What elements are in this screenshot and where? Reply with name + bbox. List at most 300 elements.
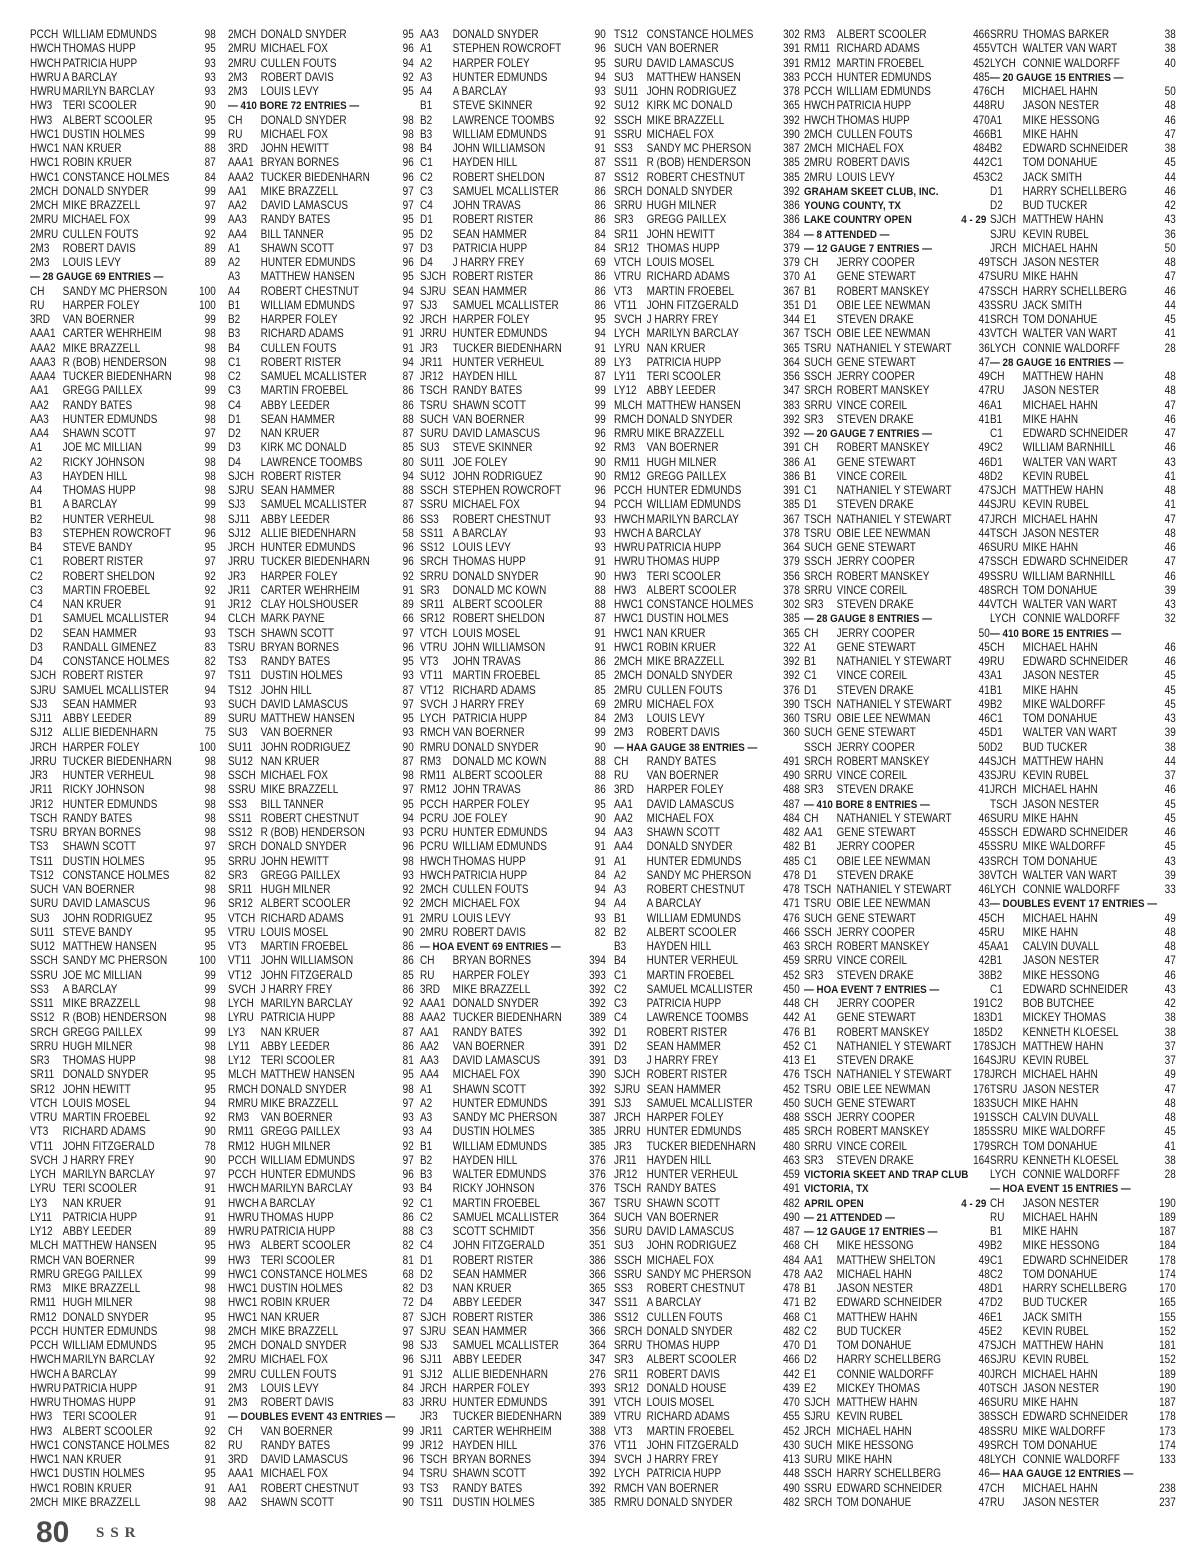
section-header-text: — 12 GAUGE 7 ENTRIES — xyxy=(804,242,932,255)
shooter-name: NAN KRUER xyxy=(646,341,706,355)
result-row xyxy=(420,755,606,769)
shooter-name: SANDY MC PHERSON xyxy=(646,142,752,155)
result-row xyxy=(420,441,606,455)
class-code: D2 xyxy=(30,626,43,640)
score: 97 xyxy=(402,697,414,711)
shooter-name: DONALD SNYDER xyxy=(646,184,733,198)
class-code: HWCH xyxy=(228,1182,260,1196)
shooter-name: GREGG PAILLEX xyxy=(260,868,341,882)
score: 100 xyxy=(199,284,216,298)
class-code: SS11 xyxy=(420,526,444,540)
class-code: MLCH xyxy=(614,398,643,412)
result-row xyxy=(228,356,414,370)
shooter-name: MICHAEL HAHN xyxy=(1022,398,1098,412)
score: 96 xyxy=(402,640,414,654)
score: 81 xyxy=(402,1054,414,1067)
class-code: SSRU xyxy=(614,127,642,141)
result-row xyxy=(420,228,606,242)
score: 95 xyxy=(402,270,414,284)
result-row xyxy=(420,142,606,156)
class-code: SRRU xyxy=(804,583,833,597)
class-code: LYCH xyxy=(30,1168,56,1181)
score: 47 xyxy=(978,384,990,398)
class-code: SSCH xyxy=(990,826,1018,839)
score: 40 xyxy=(978,1367,990,1381)
class-code: B1 xyxy=(990,1225,1003,1238)
result-row xyxy=(804,641,990,655)
class-code: CLCH xyxy=(228,612,256,626)
shooter-name: SCOTT SCHMIDT xyxy=(452,1225,535,1238)
result-row xyxy=(804,171,990,185)
score: 91 xyxy=(204,598,216,611)
score: 347 xyxy=(589,1353,606,1367)
result-row xyxy=(614,1482,800,1496)
score: 367 xyxy=(783,327,800,341)
shooter-name: MIKE HESSONG xyxy=(836,1239,914,1253)
score: 452 xyxy=(783,968,800,982)
class-code: SR11 xyxy=(614,1367,639,1381)
shooter-name: ROBIN KRUER xyxy=(260,1296,330,1310)
class-code: HWC1 xyxy=(30,1453,60,1466)
result-row xyxy=(990,1368,1176,1382)
class-code: D1 xyxy=(990,455,1003,469)
score: 98 xyxy=(204,327,216,341)
score: 92 xyxy=(594,113,606,127)
class-code: C4 xyxy=(420,1239,433,1253)
shooter-name: GREGG PAILLEX xyxy=(62,1267,143,1281)
shooter-name: WILLIAM EDMUNDS xyxy=(260,1153,355,1167)
score: 90 xyxy=(204,99,216,113)
class-code: RM12 xyxy=(614,469,641,483)
result-row xyxy=(614,1282,800,1296)
shooter-name: KEVIN RUBEL xyxy=(836,1410,903,1424)
class-code: SR3 xyxy=(804,783,824,797)
result-row xyxy=(990,769,1176,783)
result-row xyxy=(990,1496,1176,1510)
result-row xyxy=(804,1097,990,1111)
class-code: D1 xyxy=(804,868,817,882)
class-code: TSCH xyxy=(228,626,256,640)
result-row xyxy=(420,1154,606,1168)
class-code: JR3 xyxy=(228,569,246,583)
shooter-name: GENE STEWART xyxy=(836,726,916,740)
class-code: CH xyxy=(228,1424,243,1438)
shooter-name: RANDY BATES xyxy=(62,811,133,825)
shooter-name: NATHANIEL Y STEWART xyxy=(836,811,952,825)
score: 98 xyxy=(402,142,414,155)
result-row xyxy=(30,470,216,484)
class-code: SRCH xyxy=(804,1495,833,1509)
score: 356 xyxy=(783,370,800,383)
class-code: SJ3 xyxy=(420,1339,438,1352)
score: 37 xyxy=(1164,769,1176,782)
result-row xyxy=(228,199,414,213)
score: 93 xyxy=(204,85,216,98)
shooter-name: RANDY BATES xyxy=(260,213,331,227)
score: 40 xyxy=(978,1381,990,1395)
shooter-name: HUNTER EDMUNDS xyxy=(62,797,158,811)
shooter-name: MIKE HAHN xyxy=(1022,1096,1079,1110)
result-row xyxy=(990,171,1176,185)
result-row xyxy=(804,484,990,498)
shooter-name: MICHAEL FOX xyxy=(260,127,328,141)
result-row xyxy=(614,1168,800,1182)
score: 96 xyxy=(594,484,606,497)
class-code: B1 xyxy=(804,840,817,854)
shooter-name: HUNTER EDMUNDS xyxy=(452,1096,548,1110)
class-code: LYCH xyxy=(228,997,254,1010)
score: 95 xyxy=(204,1467,216,1481)
shooter-name: DAVID LAMASCUS xyxy=(62,897,151,911)
result-row xyxy=(614,769,800,783)
result-row xyxy=(990,712,1176,726)
result-row xyxy=(30,1040,216,1054)
class-code: 2MCH xyxy=(804,127,833,141)
shooter-name: DAVID LAMASCUS xyxy=(646,56,735,70)
score: 95 xyxy=(402,655,414,668)
result-row xyxy=(614,1353,800,1367)
score: 95 xyxy=(204,911,216,925)
score: 93 xyxy=(204,626,216,640)
result-row xyxy=(804,669,990,683)
class-code: AA2 xyxy=(420,1039,439,1053)
result-row xyxy=(614,954,800,968)
score: 450 xyxy=(783,1096,800,1110)
result-row xyxy=(228,698,414,712)
class-code: PCCH xyxy=(614,498,643,512)
class-code: SJRU xyxy=(804,1410,831,1424)
shooter-name: HARRY SCHELLBERG xyxy=(836,1467,942,1481)
shooter-name: HARPER FOLEY xyxy=(62,298,140,312)
score: 482 xyxy=(783,840,800,854)
score: 491 xyxy=(783,754,800,768)
score: 90 xyxy=(204,1153,216,1167)
class-code: 2M3 xyxy=(228,1381,248,1395)
shooter-name: MICKEY THOMAS xyxy=(1022,1011,1106,1025)
result-row xyxy=(30,199,216,213)
shooter-name: SEAN HAMMER xyxy=(452,1324,527,1338)
score: 98 xyxy=(204,754,216,768)
result-row xyxy=(990,242,1176,256)
class-code: RM3 xyxy=(804,28,826,41)
result-row xyxy=(228,812,414,826)
class-code: SJCH xyxy=(990,213,1017,227)
score: 48 xyxy=(1164,925,1176,939)
score: 46 xyxy=(978,541,990,554)
score: 99 xyxy=(204,1267,216,1281)
score: 84 xyxy=(594,712,606,725)
score: 94 xyxy=(594,883,606,896)
score: 99 xyxy=(204,441,216,455)
score: 367 xyxy=(589,1196,606,1210)
score: 46 xyxy=(1164,655,1176,668)
shooter-name: HAYDEN HILL xyxy=(646,1153,712,1167)
score: 45 xyxy=(978,826,990,839)
score: 367 xyxy=(783,284,800,298)
shooter-name: MIKE BRAZZELL xyxy=(62,1282,141,1295)
score: 86 xyxy=(594,213,606,227)
result-row xyxy=(804,1496,990,1510)
class-code: B1 xyxy=(990,683,1003,697)
score: 48 xyxy=(978,1424,990,1438)
shooter-name: A BARCLAY xyxy=(62,982,118,996)
result-row xyxy=(614,1083,800,1097)
result-row xyxy=(30,85,216,99)
result-row xyxy=(420,1467,606,1481)
shooter-name: A BARCLAY xyxy=(452,526,508,540)
score: 190 xyxy=(1159,1196,1176,1210)
result-row xyxy=(804,826,990,840)
class-code: C1 xyxy=(804,854,817,868)
class-code: PCCH xyxy=(804,70,833,84)
score: 97 xyxy=(402,184,414,198)
score: 356 xyxy=(783,569,800,583)
shooter-name: ROBERT MANSKEY xyxy=(836,384,930,398)
result-row xyxy=(614,598,800,612)
score: 98 xyxy=(402,1339,414,1352)
result-row xyxy=(804,1382,990,1396)
shooter-name: RICKY JOHNSON xyxy=(452,1182,535,1196)
class-code: SRRU xyxy=(804,398,833,412)
result-row xyxy=(30,1396,216,1410)
result-row xyxy=(228,1425,414,1439)
shooter-name: VAN BOERNER xyxy=(452,1039,525,1053)
class-code: JRRU xyxy=(420,327,447,341)
results-column xyxy=(228,28,414,1510)
shooter-name: RANDY BATES xyxy=(452,1481,523,1495)
result-row xyxy=(614,1311,800,1325)
shooter-name: R (BOB) HENDERSON xyxy=(62,355,167,369)
result-row xyxy=(990,584,1176,598)
result-row xyxy=(804,570,990,584)
score: 385 xyxy=(783,498,800,512)
class-code: E2 xyxy=(804,1381,817,1395)
shooter-name: CARTER WEHRHEIM xyxy=(260,583,360,597)
score: 48 xyxy=(1164,526,1176,540)
class-code: D3 xyxy=(228,441,241,455)
shooter-name: HARPER FOLEY xyxy=(452,1381,530,1395)
class-code: HWCH xyxy=(228,1196,260,1210)
result-row xyxy=(990,270,1176,284)
shooter-name: MARTIN FROEBEL xyxy=(836,56,925,70)
score: 39 xyxy=(1164,583,1176,597)
score: 72 xyxy=(402,1296,414,1310)
result-row xyxy=(804,399,990,413)
result-row xyxy=(420,1140,606,1154)
class-code: 2MRU xyxy=(228,42,257,56)
class-code: HWRU xyxy=(30,70,62,84)
shooter-name: MIKE HAHN xyxy=(1022,925,1079,939)
score: 45 xyxy=(1164,156,1176,170)
result-row xyxy=(228,256,414,270)
class-code: RU xyxy=(990,925,1005,939)
score: 450 xyxy=(783,982,800,996)
result-row xyxy=(30,897,216,911)
score: 75 xyxy=(204,726,216,740)
score: 90 xyxy=(594,569,606,583)
score: 42 xyxy=(1164,199,1176,212)
shooter-name: PATRICIA HUPP xyxy=(62,1210,138,1224)
result-row xyxy=(420,1453,606,1467)
class-code: AAA1 xyxy=(228,156,254,170)
result-row xyxy=(420,541,606,555)
shooter-name: NAN KRUER xyxy=(260,427,320,440)
result-row xyxy=(228,456,414,470)
result-row xyxy=(30,1496,216,1510)
result-row xyxy=(614,99,800,113)
shooter-name: JASON NESTER xyxy=(836,1282,914,1295)
result-row xyxy=(420,698,606,712)
score: 38 xyxy=(1164,740,1176,754)
score: 95 xyxy=(204,1339,216,1352)
result-row xyxy=(30,498,216,512)
shooter-name: TOM DONAHUE xyxy=(1022,313,1098,326)
class-code: 2M3 xyxy=(228,70,248,84)
score: 98 xyxy=(204,883,216,896)
score: 452 xyxy=(783,1039,800,1053)
shooter-name: ABBY LEEDER xyxy=(62,1225,132,1238)
score: 98 xyxy=(402,113,414,127)
result-row xyxy=(420,71,606,85)
shooter-name: TERI SCOOLER xyxy=(62,99,137,113)
result-row xyxy=(420,285,606,299)
class-code: 2MCH xyxy=(30,1495,59,1509)
shooter-name: JOHN FITZGERALD xyxy=(646,1438,739,1452)
score: 463 xyxy=(783,1153,800,1167)
score: 155 xyxy=(1159,1310,1176,1324)
class-code: SRRU xyxy=(990,28,1019,41)
shooter-name: BOB BUTCHEE xyxy=(1022,997,1095,1010)
score: 471 xyxy=(783,897,800,911)
shooter-name: CONNIE WALDORFF xyxy=(1022,1453,1120,1466)
shooter-name: TUCKER BIEDENHARN xyxy=(260,555,370,569)
class-code: AA1 xyxy=(228,1481,247,1495)
score: 391 xyxy=(589,1096,606,1110)
shooter-name: ALBERT SCOOLER xyxy=(646,583,737,597)
shooter-name: HUNTER EDMUNDS xyxy=(62,412,158,426)
result-row xyxy=(30,1125,216,1139)
shooter-name: WILLIAM EDMUNDS xyxy=(452,127,547,141)
shooter-name: R (BOB) HENDERSON xyxy=(260,826,365,839)
score: 98 xyxy=(204,769,216,782)
class-code: AAA4 xyxy=(30,370,56,383)
class-code: TS11 xyxy=(228,669,252,683)
score: 96 xyxy=(402,541,414,554)
class-code: JR12 xyxy=(420,1438,444,1452)
score: 89 xyxy=(204,241,216,255)
class-code: SRRU xyxy=(990,1153,1019,1167)
score: 390 xyxy=(783,127,800,141)
score: 94 xyxy=(594,826,606,839)
result-row xyxy=(228,954,414,968)
section-header-text: — 410 BORE 15 ENTRIES — xyxy=(990,627,1122,640)
shooter-name: ROBERT DAVIS xyxy=(646,1367,720,1381)
result-row xyxy=(228,726,414,740)
results-column xyxy=(614,28,800,1510)
class-code: AAA2 xyxy=(420,1011,446,1025)
class-code: RM12 xyxy=(228,1139,255,1153)
class-code: CH xyxy=(804,1239,819,1253)
class-code: SRCH xyxy=(228,840,257,854)
class-code: HWRU xyxy=(30,1381,62,1395)
class-code: D3 xyxy=(420,241,433,255)
class-code: C1 xyxy=(990,712,1003,725)
result-row xyxy=(228,1083,414,1097)
score: 42 xyxy=(978,954,990,968)
result-row xyxy=(30,869,216,883)
result-row xyxy=(614,1425,800,1439)
class-code: B2 xyxy=(420,1153,433,1167)
shooter-name: MIKE BRAZZELL xyxy=(646,427,725,440)
shooter-name: GENE STEWART xyxy=(836,1011,916,1025)
result-row xyxy=(614,869,800,883)
shooter-name: J HARRY FREY xyxy=(452,256,525,269)
class-code: E2 xyxy=(990,1324,1003,1338)
shooter-name: MATTHEW HAHN xyxy=(1022,1039,1104,1053)
shooter-name: JASON NESTER xyxy=(1022,99,1100,113)
result-row xyxy=(614,1396,800,1410)
shooter-name: TERI SCOOLER xyxy=(646,569,721,583)
score: 92 xyxy=(204,1353,216,1367)
class-code: SRRU xyxy=(804,1139,833,1153)
score: 364 xyxy=(589,1339,606,1352)
class-code: TS11 xyxy=(30,854,54,868)
section-header xyxy=(990,897,1176,911)
class-code: JR11 xyxy=(30,783,53,797)
class-code: SSRU xyxy=(420,498,448,512)
result-row xyxy=(420,1296,606,1310)
result-row xyxy=(990,441,1176,455)
class-code: SR11 xyxy=(228,883,253,896)
result-row xyxy=(420,669,606,683)
result-row xyxy=(804,456,990,470)
class-code: CH xyxy=(30,284,45,298)
class-code: VT12 xyxy=(420,683,444,697)
score: 100 xyxy=(199,954,216,968)
result-row xyxy=(30,1482,216,1496)
class-code: B3 xyxy=(228,327,241,341)
result-row xyxy=(990,413,1176,427)
shooter-name: ABBY LEEDER xyxy=(260,398,330,412)
result-row xyxy=(804,285,990,299)
class-code: D2 xyxy=(420,1267,433,1281)
shooter-name: JOE FOLEY xyxy=(452,455,508,469)
class-code: AAA2 xyxy=(30,341,56,355)
shooter-name: OBIE LEE NEWMAN xyxy=(836,298,931,312)
shooter-name: HARPER FOLEY xyxy=(452,313,530,326)
class-code: SJCH xyxy=(228,469,255,483)
shooter-name: VAN BOERNER xyxy=(646,441,719,455)
shooter-name: JOHN HILL xyxy=(260,683,312,697)
class-code: HW3 xyxy=(228,1239,251,1253)
shooter-name: A BARCLAY xyxy=(260,1196,316,1210)
shooter-name: STEVEN DRAKE xyxy=(836,968,914,982)
result-row xyxy=(990,741,1176,755)
shooter-name: ROBERT RISTER xyxy=(452,270,534,284)
shooter-name: STEVE BANDY xyxy=(62,925,133,939)
score: 376 xyxy=(589,1168,606,1181)
score: 99 xyxy=(204,982,216,996)
shooter-name: HUNTER EDMUNDS xyxy=(260,541,356,554)
shooter-name: GENE STEWART xyxy=(836,826,916,839)
class-code: D4 xyxy=(420,256,433,269)
class-code: SRCH xyxy=(990,583,1019,597)
score: 91 xyxy=(594,626,606,640)
class-code: TSCH xyxy=(990,256,1018,269)
class-code: HW3 xyxy=(228,1253,251,1267)
score: 94 xyxy=(594,327,606,341)
score: 93 xyxy=(402,669,414,683)
